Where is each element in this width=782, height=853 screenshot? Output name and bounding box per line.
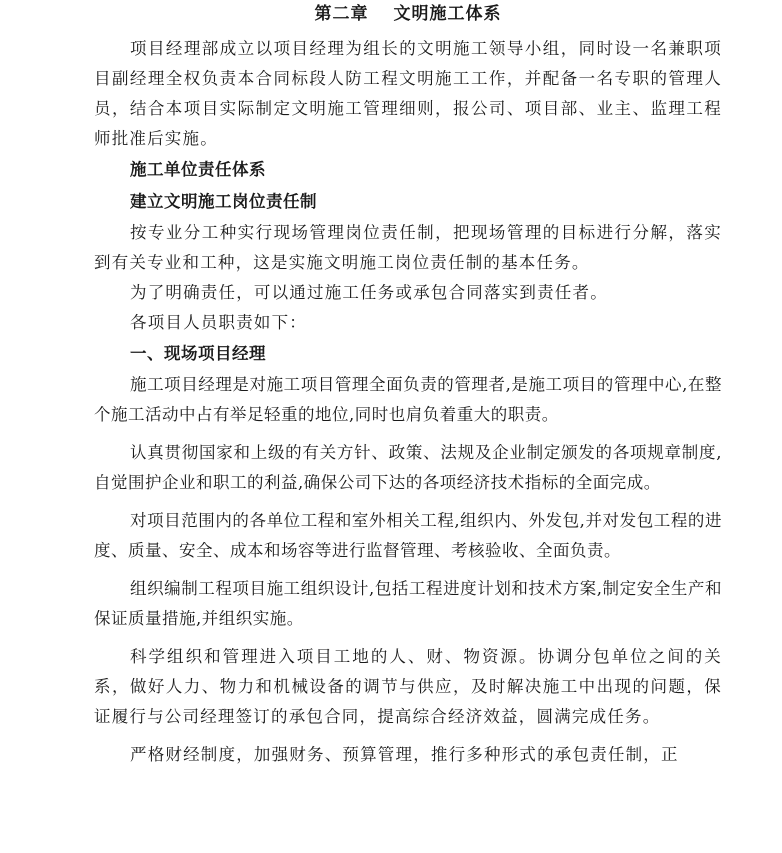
paragraph-finance: 严格财经制度，加强财务、预算管理，推行多种形式的承包责任制，正 [130,745,679,764]
chapter-title: 第二章 文明施工体系 [314,4,502,24]
paragraph-policy: 认真贯彻国家和上级的有关方针、政策、法规及企业制定颁发的各项规章制度,自觉围护企业和职工的利益,确保公司下达的各项经济技术指标的全面完成。 [94,443,722,492]
paragraph-staff-duties: 各项目人员职责如下： [130,313,307,332]
paragraph-clarify: 为了明确责任，可以通过施工任务或承包合同落实到责任者。 [130,283,608,302]
paragraph-resources: 科学组织和管理进入项目工地的人、财、物资源。协调分包单位之间的关系，做好人力、物力和机械设备的调节与供应，及时解决施工中出现的问题，保证履行与公司经理签订的承包合同，提高综合经济效益，圆满完成任务。 [94,647,722,726]
heading-post-responsibility: 建立文明施工岗位责任制 [130,192,317,211]
heading-site-manager: 一、现场项目经理 [130,344,266,363]
heading-responsibility-system: 施工单位责任体系 [130,160,266,179]
paragraph-intro: 项目经理部成立以项目经理为组长的文明施工领导小组，同时设一名兼职项目副经理全权负责本合同标段人防工程文明施工工作，并配备一名专职的管理人员，结合本项目实际制定文明施工管理细则，报公司、项目部、业主、监理工程师批准后实施。 [94,39,722,148]
paragraph-division: 按专业分工种实行现场管理岗位责任制，把现场管理的目标进行分解，落实到有关专业和工种，这是实施文明施工岗位责任制的基本任务。 [94,223,722,272]
document-page [94,0,722,770]
paragraph-supervision: 对项目范围内的各单位工程和室外相关工程,组织内、外发包,并对发包工程的进度、质量、安全、成本和场容等进行监督管理、考核验收、全面负责。 [94,511,722,560]
paragraph-manager-role: 施工项目经理是对施工项目管理全面负责的管理者,是施工项目的管理中心,在整个施工活动中占有举足轻重的地位,同时也肩负着重大的职责。 [94,375,722,424]
paragraph-design: 组织编制工程项目施工组织设计,包括工程进度计划和技术方案,制定安全生产和保证质量措施,并组织实施。 [94,579,722,628]
